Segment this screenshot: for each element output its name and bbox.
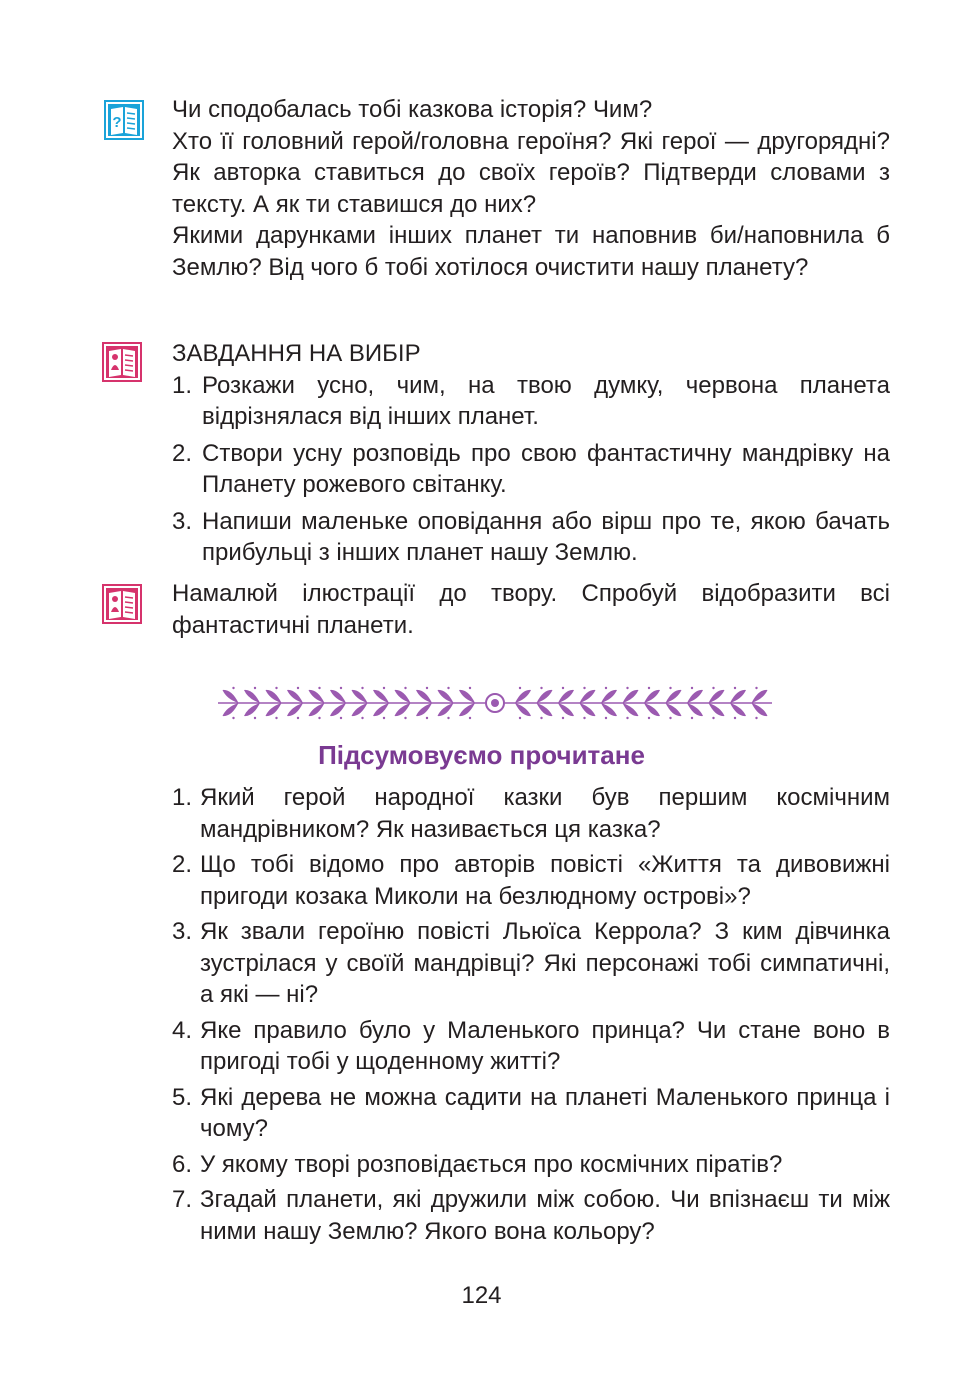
- question-line: Хто її головний герой/головна героїня? Які герої — другорядні? Як авторка ставиться до своїх героїв? Підтверди словами з тексту. А як ти ставишся до них?: [172, 127, 890, 218]
- question-book-icon: [104, 100, 144, 140]
- questions-block: [172, 94, 890, 283]
- list-item: 1. Розкажи усно, чим, на твою думку, червона планета відрізнялася від інших планет.: [172, 371, 890, 430]
- reading-task-icon: [102, 342, 142, 382]
- question-line: Якими дарунками інших планет ти наповнив би/наповнила б Землю? Від чого б тобі хотілося очистити нашу планету?: [172, 222, 890, 281]
- question-line: Чи сподобалась тобі казкова історія? Чим?: [172, 96, 653, 123]
- list-item: 4. Яке правило було у Маленького принца? Чи стане воно в пригоді тобі у щоденному житті?: [172, 1016, 890, 1075]
- section-heading: Підсумовуємо прочитане: [318, 740, 645, 770]
- task-title: ЗАВДАННЯ НА ВИБІР: [172, 340, 421, 367]
- list-item: 6. У якому творі розповідається про космічних піратів?: [172, 1150, 783, 1178]
- page-number: 124: [461, 1282, 502, 1309]
- drawing-task-icon: [102, 584, 142, 624]
- list-item: 3. Як звали героїню повісті Льюїса Керрола? З ким дівчинка зустрілася у своїй мандрівці? Які персонажі тобі симпатичні, а які — ні?: [172, 918, 890, 1008]
- drawing-task: [172, 578, 890, 641]
- summary-block: [172, 782, 890, 1251]
- list-item: 2. Створи усну розповідь про свою фантастичну мандрівку на Планету рожевого світанку.: [172, 439, 890, 498]
- floral-ornament: [214, 680, 776, 726]
- list-item: 2. Що тобі відомо про авторів повісті «Життя та дивовижні пригоди козака Миколи на безлюдному острові»?: [172, 851, 890, 910]
- svg-text:?: ?: [112, 114, 122, 131]
- list-item: 1. Який герой народної казки був першим космічним мандрівником? Як називається ця казка?: [172, 784, 890, 843]
- summary-list: [172, 782, 890, 1247]
- drawing-task-text: Намалюй ілюстрації до твору. Спробуй відобразити всі фантастичні планети.: [172, 580, 890, 639]
- task-block: [172, 338, 890, 574]
- list-item: 3. Напиши маленьке оповідання або вірш про те, якою бачать прибульці з інших планет нашу Землю.: [172, 507, 890, 566]
- task-list: [172, 370, 890, 569]
- list-item: 5. Які дерева не можна садити на планеті Маленького принца і чому?: [172, 1083, 890, 1142]
- list-item: 7. Згадай планети, які дружили між собою. Чи впізнаєш ти між ними нашу Землю? Якого вона кольору?: [172, 1186, 890, 1245]
